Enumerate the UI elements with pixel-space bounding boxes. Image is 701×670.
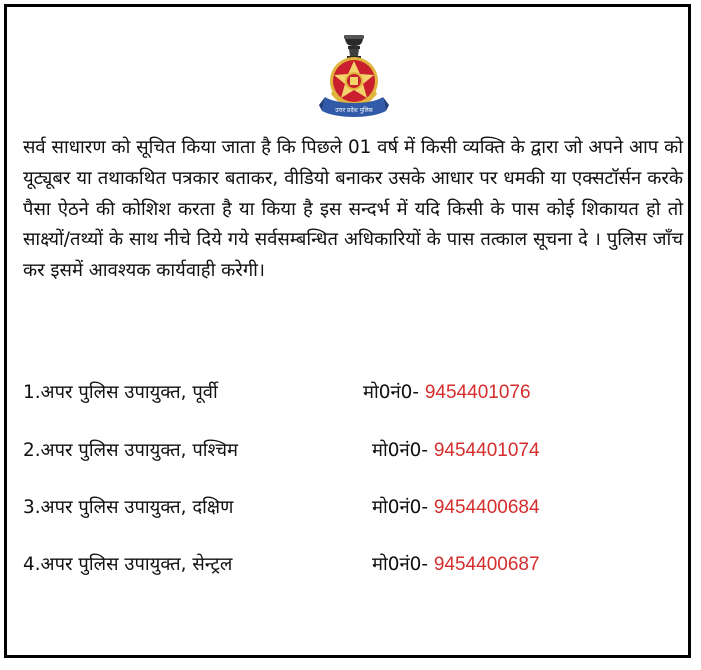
contact-phone-west (372, 437, 540, 465)
phone-number[interactable]: 9454400687 (433, 554, 540, 575)
mobile-label: मो0नं0- (372, 497, 434, 518)
contact-row-south (23, 494, 683, 522)
contact-phone-south (372, 494, 540, 522)
contact-title-central: 4.अपर पुलिस उपायुक्त, सेन्ट्रल (23, 554, 233, 575)
mobile-label: मो0नं0- (372, 440, 434, 461)
notice-frame (4, 4, 691, 658)
motto-text: उत्तर प्रदेश पुलिस (335, 107, 373, 114)
contact-row-west (23, 437, 683, 465)
contact-title-east: 1.अपर पुलिस उपायुक्त, पूर्वी (23, 382, 218, 403)
ashoka-lion-capital-icon (344, 35, 364, 58)
police-badge-icon (330, 57, 378, 108)
contact-row-east (23, 379, 683, 407)
contact-title-west: 2.अपर पुलिस उपायुक्त, पश्चिम (23, 440, 239, 461)
contact-title-south: 3.अपर पुलिस उपायुक्त, दक्षिण (23, 497, 234, 518)
notice-paragraph: सर्व साधारण को सूचित किया जाता है कि पिछले 01 वर्ष में किसी व्यक्ति के द्वारा जो अपने आप को यूट्यूबर या तथाकथित पत्रकार बताकर, वीडियो बनाकर उसके आधार पर धमकी या एक्सटॉर्सन करके पैसा ऐठने की कोशिश करता है या किया है इस सन्दर्भ में यदि किसी के पास कोई शिकायत हो तो साक्ष्यों/तथ्यों के साथ नीचे दिये गये सर्वसम्बन्धित अधिकारियों के पास तत्काल सूचना दे । पुलिस जाँच कर इसमें आवश्यक कार्यवाही करेगी। (23, 137, 683, 282)
mobile-label: मो0नं0- (372, 554, 434, 575)
phone-number[interactable]: 9454401076 (424, 382, 531, 403)
phone-number[interactable]: 9454400684 (433, 497, 540, 518)
phone-number[interactable]: 9454401074 (433, 440, 540, 461)
contact-row-central (23, 551, 683, 579)
up-police-emblem-icon (319, 35, 389, 119)
contact-phone-east (363, 379, 531, 407)
up-police-emblem-graphic (319, 35, 389, 119)
contact-phone-central (372, 551, 540, 579)
mobile-label: मो0नं0- (363, 382, 425, 403)
